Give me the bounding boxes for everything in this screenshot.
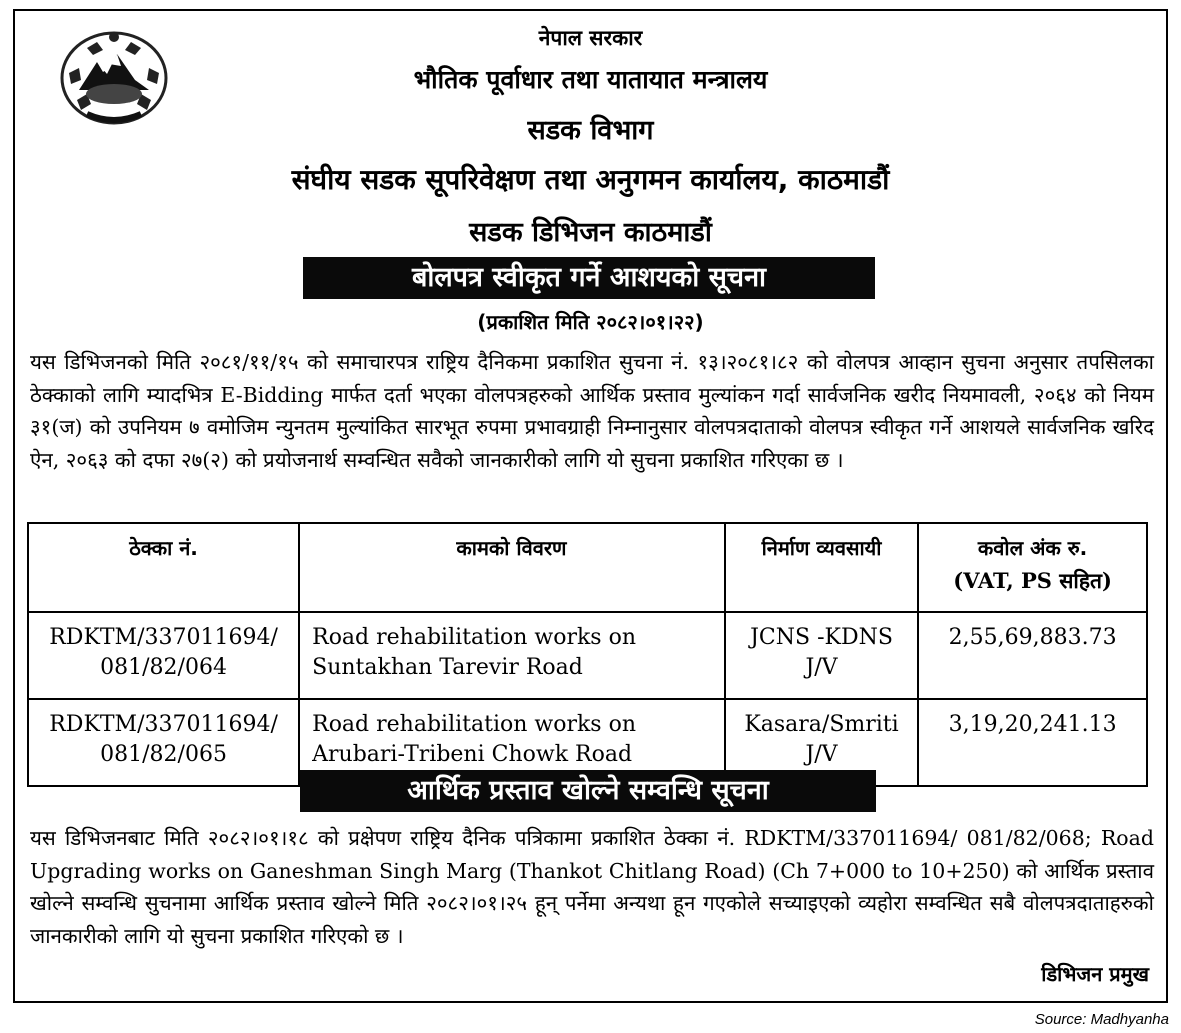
amount-cell: 2,55,69,883.73 <box>918 612 1147 699</box>
office-name: संघीय सडक सूपरिवेक्षण तथा अनुगमन कार्यालय, काठमाडौं <box>291 163 890 196</box>
division-name: सडक डिभिजन काठमाडौं <box>469 217 712 248</box>
contractor-line: JCNS -KDNS <box>750 625 893 650</box>
contract-no-line: RDKTM/337011694/ <box>49 625 278 650</box>
financial-proposal-paragraph: यस डिभिजनबाट मिति २०८२।०१।१८ को प्रक्षेपण राष्ट्रिय दैनिक पत्रिकामा प्रकाशित ठेक्का नं. RDKTM/337011694/ 081/82/068; Road Upgrading works on Ganeshman Singh Marg (Thankot Chitlang Road) (Ch 7+000 to 10+250) को आर्थिक प्रस्ताव खोल्ने सम्वन्धि सुचनामा आर्थिक प्रस्ताव खोल्ने मिति २०८२।०१।२५ हून् पर्नेमा अन्यथा हून गएकोले सच्याइएको व्यहोरा सम्वन्धित सबै वोलपत्रदाताहरुको जानकारीको लागि यो सुचना प्रकाशित गरिएको छ । <box>30 826 1154 948</box>
contractor-cell <box>725 612 918 699</box>
column-header-description: कामको विवरण <box>299 523 725 612</box>
contractor-line: J/V <box>805 655 838 680</box>
description-line: Road rehabilitation works on <box>312 625 637 650</box>
ministry-name: भौतिक पूर्वाधार तथा यातायात मन्त्रालय <box>413 65 768 94</box>
contract-no-cell <box>28 699 299 786</box>
signatory-title: डिभिजन प्रमुख <box>1041 962 1149 986</box>
government-name: नेपाल सरकार <box>538 26 643 50</box>
table-row <box>28 612 1147 699</box>
amount-cell: 3,19,20,241.13 <box>918 699 1147 786</box>
contract-no-line: RDKTM/337011694/ <box>49 712 278 737</box>
bid-amount-sublabel: (VAT, PS सहित) <box>953 568 1112 593</box>
column-header-contract-no: ठेक्का नं. <box>28 523 299 612</box>
financial-proposal-banner: आर्थिक प्रस्ताव खोल्ने सम्वन्धि सूचना <box>300 770 876 812</box>
intent-notice-paragraph: यस डिभिजनको मिति २०८१/११/१५ को समाचारपत्र राष्ट्रिय दैनिकमा प्रकाशित सुचना नं. १३।२०८१।८२ को वोलपत्र आव्हान सुचना अनुसार तपसिलका ठेक्काको लागि म्यादभित्र E-Bidding मार्फत दर्ता भएका वोलपत्रहरुको आर्थिक प्रस्ताव मुल्यांकन गर्दा सार्वजनिक खरीद नियमावली, २०६४ को नियम ३१(ज) को उपनियम ७ वमोजिम न्युनतम मुल्यांकित सारभूत रुपमा प्रभावग्राही निम्नानुसार वोलपत्रदाताको वोलपत्र स्वीकृत गर्ने आशयले सार्वजनिक खरिद ऐन, २०६३ को दफा २७(२) को प्रयोजनार्थ सम्वन्धित सवैको जानकारीको लागि यो सुचना प्रकाशित गरिएका छ । <box>30 350 1154 472</box>
notice-title-banner: बोलपत्र स्वीकृत गर्ने आशयको सूचना <box>303 257 875 299</box>
description-line: Suntakhan Tarevir Road <box>312 655 583 680</box>
department-name: सडक विभाग <box>527 115 654 146</box>
published-date: (प्रकाशित मिति २०८२।०१।२२) <box>477 310 704 334</box>
description-cell <box>299 612 725 699</box>
bid-amount-label: कवोल अंक रु. <box>977 536 1088 560</box>
contractor-line: Kasara/Smriti <box>744 712 899 737</box>
table-header-row <box>28 523 1147 612</box>
contract-no-cell <box>28 612 299 699</box>
column-header-bid-amount <box>918 523 1147 612</box>
contract-no-line: 081/82/065 <box>100 742 227 767</box>
contract-table <box>27 522 1148 787</box>
description-line: Road rehabilitation works on <box>312 712 637 737</box>
column-header-contractor: निर्माण व्यवसायी <box>725 523 918 612</box>
description-line: Arubari-Tribeni Chowk Road <box>312 742 633 767</box>
source-credit: Source: Madhyanha <box>1034 1011 1169 1028</box>
contractor-line: J/V <box>805 742 838 767</box>
contract-no-line: 081/82/064 <box>100 655 227 680</box>
